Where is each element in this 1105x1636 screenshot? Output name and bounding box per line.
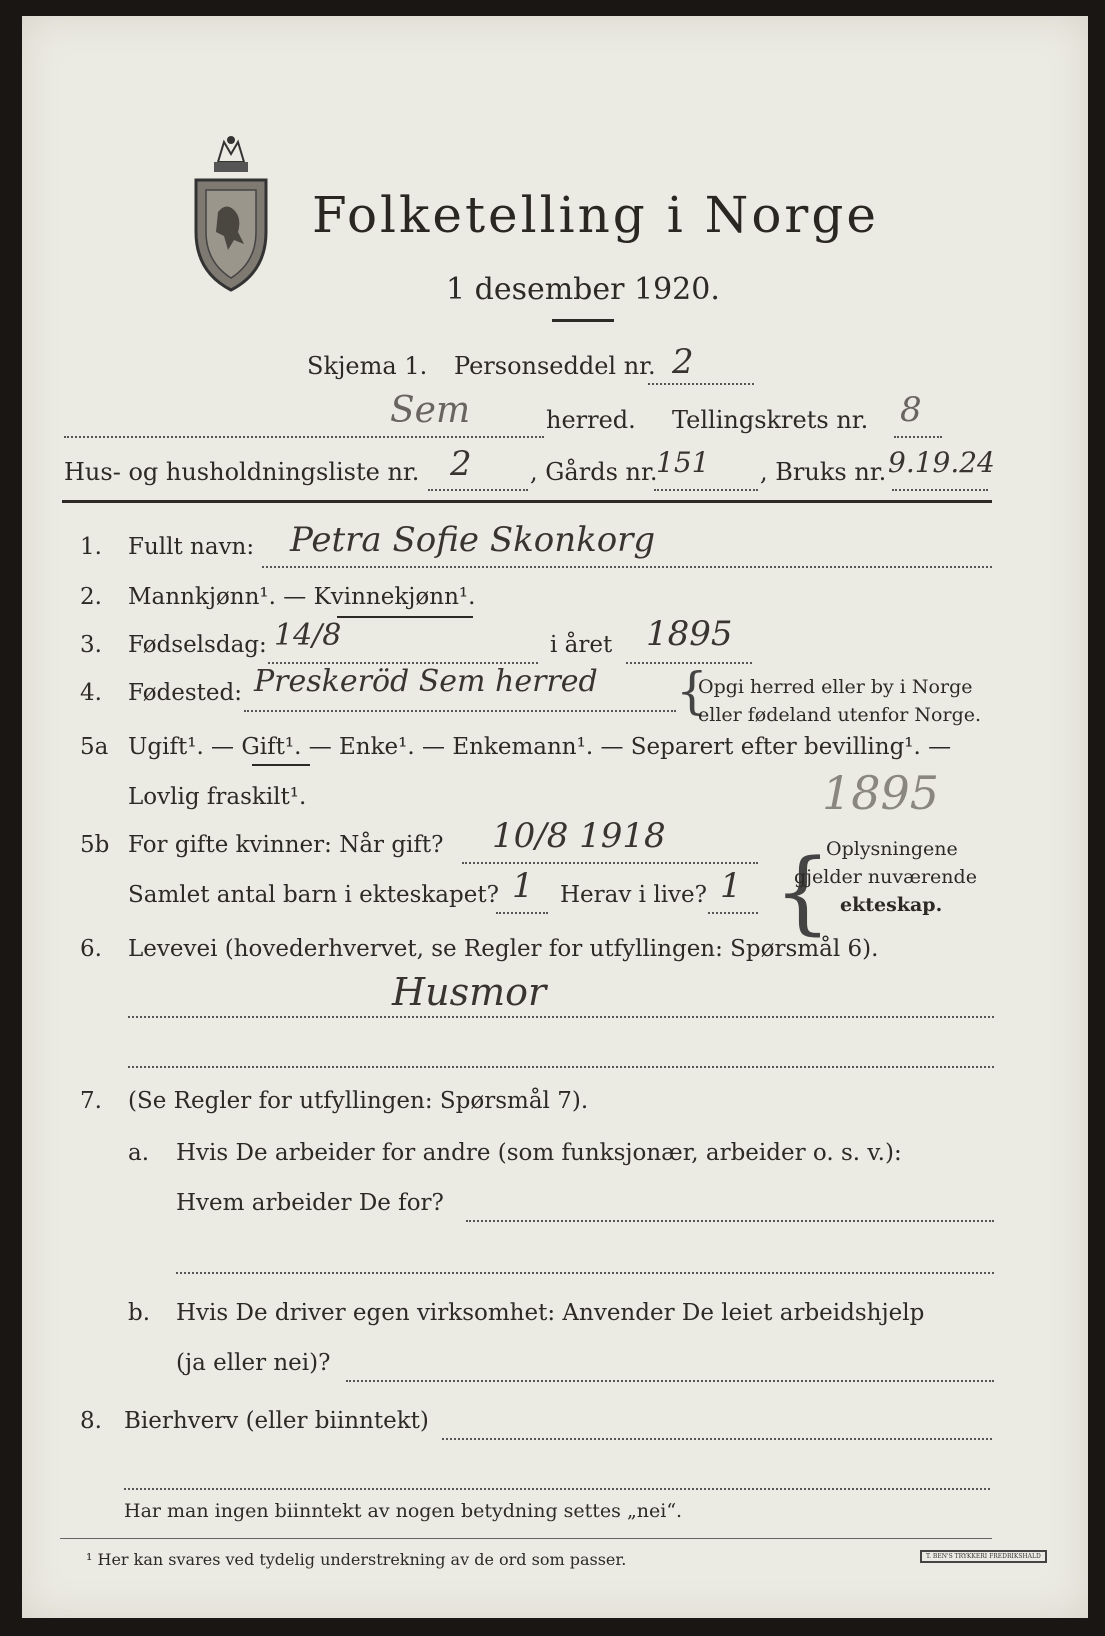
bruks-line	[892, 489, 988, 491]
q5a-annotation: 1895	[822, 766, 940, 820]
q5b-number: 5b	[80, 832, 110, 858]
q8-number: 8.	[80, 1408, 102, 1434]
q7-label: (Se Regler for utfyllingen: Spørsmål 7).	[128, 1088, 589, 1114]
hus-label: Hus- og husholdningsliste nr.	[64, 458, 420, 486]
q4-line	[244, 710, 676, 712]
personseddel-label: Personseddel nr.	[454, 352, 656, 380]
q7b-letter: b.	[128, 1300, 151, 1326]
q7b-line	[346, 1380, 994, 1382]
q7a-line1	[466, 1220, 994, 1222]
q1-value[interactable]: Petra Sofie Skonkorg	[290, 520, 656, 560]
tellingskrets-label: Tellingskrets nr.	[672, 406, 869, 434]
q5b-label: For gifte kvinner: Når gift?	[128, 832, 444, 858]
q7a-letter: a.	[128, 1140, 150, 1166]
form-title: Folketelling i Norge	[312, 186, 879, 244]
q8-line2	[124, 1488, 990, 1490]
header-rule	[62, 500, 992, 503]
q4-note2: eller fødeland utenfor Norge.	[698, 704, 982, 726]
tellingskrets-value[interactable]: 8	[900, 390, 922, 430]
personseddel-line	[648, 383, 754, 385]
q5b-note1: Oplysningene	[826, 838, 958, 860]
q5b-note3: ekteskap.	[840, 894, 943, 916]
q2-number: 2.	[80, 584, 102, 610]
printer-stamp: T. BEN'S TRYKKERI FREDRIKSHALD	[920, 1550, 1047, 1563]
q5b-live-value[interactable]: 1	[720, 866, 742, 906]
q3-year-value[interactable]: 1895	[646, 614, 733, 654]
q7a-label: Hvis De arbeider for andre (som funksjonær, arbeider o. s. v.):	[176, 1140, 902, 1166]
q5b-barn-line	[496, 912, 548, 914]
footer-note: Har man ingen biinntekt av nogen betydning settes „nei“.	[124, 1500, 683, 1522]
gards-label: , Gårds nr.	[530, 458, 658, 486]
census-form	[22, 16, 1088, 1618]
footnote: ¹ Her kan svares ved tydelig understrekning av de ord som passer.	[86, 1550, 627, 1569]
q5b-barn-value[interactable]: 1	[512, 866, 534, 906]
bruks-label: , Bruks nr.	[760, 458, 887, 486]
q5b-date-line	[462, 862, 758, 864]
skjema-label: Skjema 1.	[307, 352, 428, 380]
q4-label: Fødested:	[128, 680, 243, 706]
q6-label: Levevei (hovederhvervet, se Regler for utfyllingen: Spørsmål 6).	[128, 936, 879, 962]
census-date: 1 desember 1920.	[446, 272, 720, 307]
q3-label: Fødselsdag:	[128, 632, 267, 658]
q2-underline	[337, 616, 473, 618]
q4-note1: Opgi herred eller by i Norge	[698, 676, 973, 698]
q5a-label: Ugift¹. — Gift¹. — Enke¹. — Enkemann¹. — Separert efter bevilling¹. —	[128, 734, 952, 760]
q5b-label2: Samlet antal barn i ekteskapet?	[128, 882, 499, 908]
q5b-note2: gjelder nuværende	[794, 866, 977, 888]
q4-number: 4.	[80, 680, 102, 706]
q5a-label2: Lovlig fraskilt¹.	[128, 784, 307, 810]
q5a-gift-underline	[252, 764, 310, 766]
q7-number: 7.	[80, 1088, 102, 1114]
bruks-value[interactable]: 9.19.24	[888, 446, 995, 479]
hus-value[interactable]: 2	[450, 444, 472, 484]
q7b-label: Hvis De driver egen virksomhet: Anvender De leiet arbeidshjelp	[176, 1300, 925, 1326]
q5b-label3: Herav i live?	[560, 882, 707, 908]
tellingskrets-line	[894, 436, 942, 438]
q3-year-label: i året	[550, 632, 613, 658]
q8-line1	[442, 1438, 992, 1440]
q5b-date-value[interactable]: 10/8 1918	[492, 816, 666, 856]
q5b-brace: {	[774, 840, 832, 945]
q4-value[interactable]: Preskeröd Sem herred	[254, 664, 598, 699]
q1-line	[262, 566, 992, 568]
q7b-label2: (ja eller nei)?	[176, 1350, 331, 1376]
q2-label: Mannkjønn¹. — Kvinnekjønn¹.	[128, 584, 476, 610]
q4-brace: {	[676, 662, 708, 720]
title-divider	[552, 319, 614, 322]
q5b-live-line	[708, 912, 758, 914]
gards-line	[654, 489, 758, 491]
norway-coat-of-arms-icon	[188, 132, 274, 292]
q7a-line2	[176, 1272, 994, 1274]
herred-label: herred.	[546, 406, 636, 434]
footnote-rule	[60, 1538, 992, 1539]
herred-value[interactable]: Sem	[390, 390, 471, 431]
hus-line	[428, 489, 528, 491]
q5a-number: 5a	[80, 734, 109, 760]
q6-number: 6.	[80, 936, 102, 962]
q1-label: Fullt navn:	[128, 534, 255, 560]
herred-line	[64, 436, 544, 438]
personseddel-value[interactable]: 2	[672, 342, 694, 382]
q6-value[interactable]: Husmor	[392, 970, 547, 1014]
gards-value[interactable]: 151	[656, 446, 710, 479]
q7a-label2: Hvem arbeider De for?	[176, 1190, 444, 1216]
q8-label: Bierhverv (eller biinntekt)	[124, 1408, 429, 1434]
q3-number: 3.	[80, 632, 102, 658]
q3-day-value[interactable]: 14/8	[274, 618, 342, 653]
q6-line2	[128, 1066, 994, 1068]
q6-line1	[128, 1016, 994, 1018]
q1-number: 1.	[80, 534, 102, 560]
